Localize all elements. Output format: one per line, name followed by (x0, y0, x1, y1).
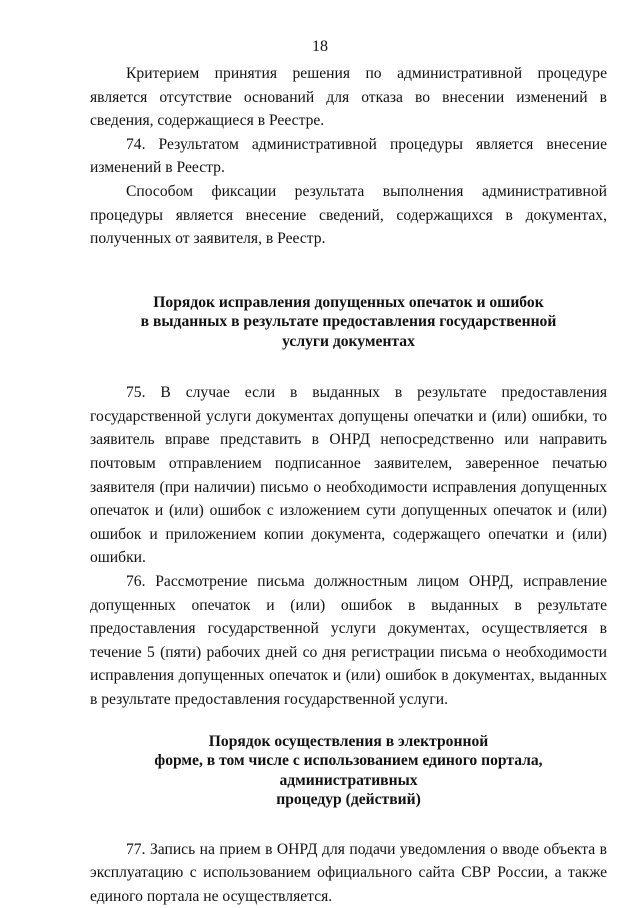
spacer (90, 251, 607, 293)
paragraph-fixation-method: Способом фиксации результата выполнения административной процедуры является внесение сведений, содержащихся в документах, полученных от заявителя, в Реестр. (90, 182, 607, 248)
heading-line: Порядок осуществления в электронной (208, 732, 489, 750)
section-heading-electronic-procedures (90, 732, 607, 810)
paragraph-75: 75. В случае если в выданных в результате предоставления государственной услуги документах допущены опечатки и (или) ошибки, то заявитель вправе представить в ОНРД непосредственно или направить почтовым отправлением подписанное заявителем, заверенное печатью заявителя (при наличии) письмо о необходимости исправления допущенных опечаток и (или) ошибок с изложением сути допущенных опечаток и (или) ошибок и приложением копии документа, содержащего опечатки и (или) ошибки. (90, 384, 607, 567)
heading-line: форме, в том числе с использованием единого портала, административных (154, 752, 543, 789)
spacer (90, 712, 607, 732)
spacer (90, 810, 607, 838)
spacer (90, 351, 607, 381)
paragraph-77: 77. Запись на прием в ОНРД для подачи уведомления о вводе объекта в эксплуатацию с использованием официального сайта СВР России, а также единого портала не осуществляется. (90, 840, 607, 905)
paragraph-74-result: 74. Результатом административной процедуры является внесение изменений в Реестр. (90, 135, 607, 177)
heading-line: услуги документах (282, 332, 415, 350)
paragraph-decision-criterion: Критерием принятия решения по административной процедуре является отсутствие оснований для отказа во внесении изменений в сведения, содержащиеся в Реестре. (90, 65, 607, 130)
page-number: 18 (312, 38, 328, 55)
paragraph-76: 76. Рассмотрение письма должностным лицом ОНРД, исправление допущенных опечаток и (или) ошибок в выданных в результате предоставления государственной услуги документах, осуществляется в течение 5 (пяти) рабочих дней со дня регистрации письма о необходимости исправления допущенных опечаток и (или) ошибок в документах, выданных в результате предоставления государственной услуги. (90, 573, 607, 708)
heading-line: Порядок исправления допущенных опечаток и ошибок (153, 293, 544, 311)
section-heading-error-correction (90, 293, 607, 352)
heading-line: в выданных в результате предоставления государственной (140, 313, 557, 331)
document-body (90, 62, 607, 908)
heading-line: процедур (действий) (276, 791, 421, 809)
